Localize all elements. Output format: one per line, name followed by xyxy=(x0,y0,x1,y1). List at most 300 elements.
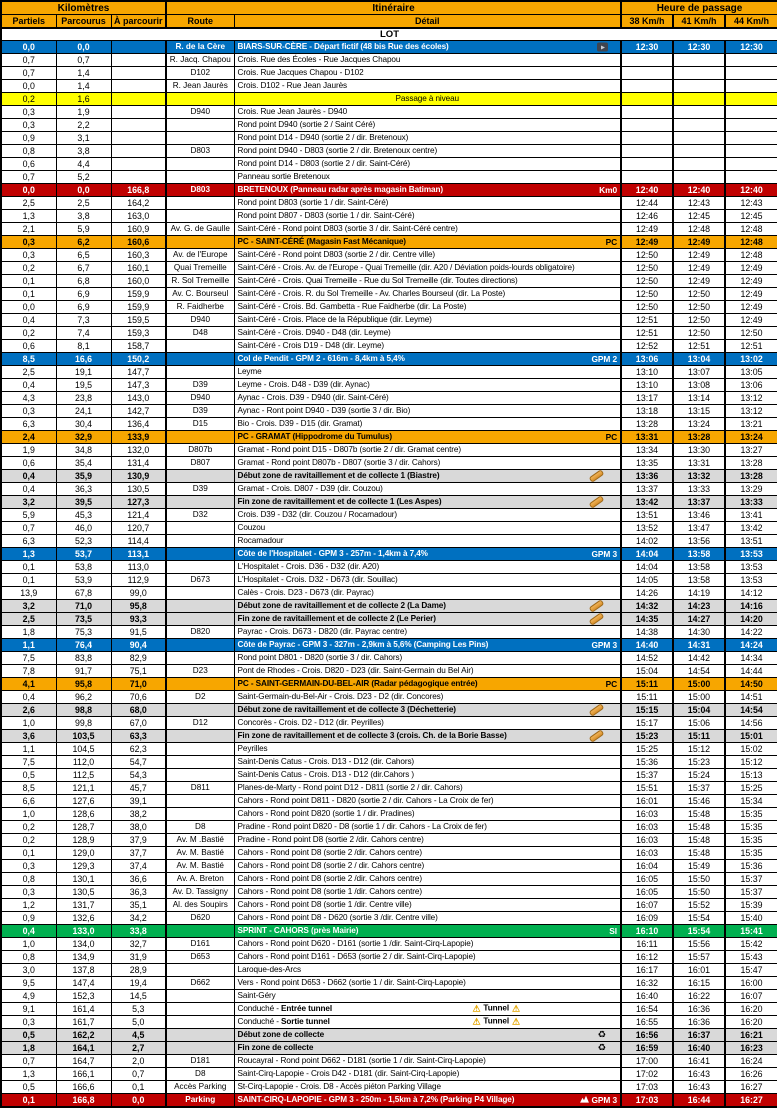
cell-time-41: 16:36 xyxy=(673,1016,725,1029)
cell-partiels: 0,7 xyxy=(1,171,56,184)
detail-text: BRETENOUX (Panneau radar après magasin Batiman) xyxy=(237,184,444,194)
detail-text: Fin zone de collecte xyxy=(237,1042,314,1052)
cell-route xyxy=(166,93,234,106)
cell-parcourus: 152,3 xyxy=(56,990,111,1003)
detail-text: Cahors - Rond point D8 (sortie 1 /dir. Cahors centre) xyxy=(237,886,422,896)
cell-time-41 xyxy=(673,106,725,119)
cell-route xyxy=(166,158,234,171)
detail-tag-label: GPM 3 xyxy=(591,548,618,559)
cell-time-38: 14:05 xyxy=(621,574,673,587)
cell-detail xyxy=(234,340,621,353)
route-row xyxy=(1,1094,777,1108)
cell-partiels: 4,9 xyxy=(1,990,56,1003)
cell-time-44: 15:36 xyxy=(725,860,777,873)
cell-detail xyxy=(234,210,621,223)
cell-detail xyxy=(234,873,621,886)
cell-time-41: 14:23 xyxy=(673,600,725,613)
detail-text: Peyrilles xyxy=(237,743,268,753)
detail-text: Saint-Céré - Crois. Place de la République (dir. Leyme) xyxy=(237,314,432,324)
cell-time-44: 13:33 xyxy=(725,496,777,509)
cell-parcourus: 6,2 xyxy=(56,236,111,249)
cell-time-38: 12:51 xyxy=(621,314,673,327)
cell-parcourus: 130,1 xyxy=(56,873,111,886)
cell-time-44: 15:37 xyxy=(725,873,777,886)
cell-detail xyxy=(234,847,621,860)
cell-time-44: 16:20 xyxy=(725,1003,777,1016)
cell-partiels: 0,1 xyxy=(1,574,56,587)
cell-detail xyxy=(234,652,621,665)
cell-a-parcourir: 38,0 xyxy=(111,821,166,834)
cell-time-38: 15:23 xyxy=(621,730,673,743)
cell-time-41: 12:40 xyxy=(673,184,725,197)
cell-parcourus: 53,8 xyxy=(56,561,111,574)
cell-time-38: 12:40 xyxy=(621,184,673,197)
cell-route: D620 xyxy=(166,912,234,925)
cell-detail xyxy=(234,548,621,561)
cell-partiels: 0,5 xyxy=(1,769,56,782)
cell-a-parcourir: 35,1 xyxy=(111,899,166,912)
cell-time-44: 13:41 xyxy=(725,509,777,522)
cell-time-44: 13:12 xyxy=(725,405,777,418)
route-row xyxy=(1,80,777,93)
cell-a-parcourir: 5,3 xyxy=(111,1003,166,1016)
cell-detail xyxy=(234,561,621,574)
cell-route xyxy=(166,1029,234,1042)
cell-route: Av. C. Bourseul xyxy=(166,288,234,301)
cell-parcourus: 131,7 xyxy=(56,899,111,912)
detail-text: Rond point D940 - D803 (sortie 2 / dir. Bretenoux centre) xyxy=(237,145,438,155)
cell-time-38: 17:03 xyxy=(621,1081,673,1094)
cell-partiels: 7,5 xyxy=(1,756,56,769)
cell-time-44: 14:24 xyxy=(725,639,777,652)
cell-parcourus: 127,6 xyxy=(56,795,111,808)
cell-route xyxy=(166,1016,234,1029)
cell-parcourus: 161,4 xyxy=(56,1003,111,1016)
detail-text: Cahors - Rond point D811 - D820 (sortie 2 / dir. Cahors - La Croix de fer) xyxy=(237,795,494,805)
cell-time-38 xyxy=(621,67,673,80)
route-row xyxy=(1,197,777,210)
detail-tag xyxy=(591,550,617,558)
detail-tag-label: GPM 2 xyxy=(591,353,618,364)
cell-route xyxy=(166,132,234,145)
feed-zone-baguette-icon xyxy=(589,470,605,483)
cell-time-38: 13:06 xyxy=(621,353,673,366)
cell-a-parcourir: 4,5 xyxy=(111,1029,166,1042)
cell-time-44: 12:45 xyxy=(725,210,777,223)
route-row xyxy=(1,548,777,561)
cell-time-44: 15:02 xyxy=(725,743,777,756)
cell-partiels: 2,5 xyxy=(1,613,56,626)
route-row xyxy=(1,964,777,977)
detail-text: Vers - Rond point D653 - D662 (sortie 1 / dir. Saint-Cirq-Lapopie) xyxy=(237,977,466,987)
cell-route xyxy=(166,756,234,769)
detail-text: Saint-Denis Catus - Crois. D13 - D12 (dir.Cahors ) xyxy=(237,769,415,779)
cell-route: Av. G. de Gaulle xyxy=(166,223,234,236)
cell-route: D820 xyxy=(166,626,234,639)
cell-a-parcourir: 113,0 xyxy=(111,561,166,574)
route-row xyxy=(1,613,777,626)
route-row xyxy=(1,366,777,379)
route-row xyxy=(1,288,777,301)
warning-triangle-icon: ⚠ xyxy=(512,1016,521,1027)
cell-time-44: 13:27 xyxy=(725,444,777,457)
cell-detail xyxy=(234,509,621,522)
cell-time-44: 14:22 xyxy=(725,626,777,639)
cell-time-44: 13:42 xyxy=(725,522,777,535)
cell-time-41: 16:01 xyxy=(673,964,725,977)
cell-time-38: 13:34 xyxy=(621,444,673,457)
cell-route: Av. A. Breton xyxy=(166,873,234,886)
cell-parcourus: 96,2 xyxy=(56,691,111,704)
cell-time-38: 17:02 xyxy=(621,1068,673,1081)
detail-text: Crois. D39 - D32 (dir. Couzou / Rocamadour) xyxy=(237,509,398,519)
cell-partiels: 1,0 xyxy=(1,717,56,730)
detail-bold-text: Sortie tunnel xyxy=(281,1016,330,1026)
collecte-recycle-icon: ♻ xyxy=(597,1029,607,1041)
detail-text: L'Hospitalet - Crois. D36 - D32 (dir. A20) xyxy=(237,561,380,571)
cell-route xyxy=(166,470,234,483)
cell-route xyxy=(166,366,234,379)
route-row xyxy=(1,340,777,353)
feed-zone-baguette-icon xyxy=(589,730,605,743)
cell-time-44: 15:43 xyxy=(725,951,777,964)
cell-a-parcourir: 136,4 xyxy=(111,418,166,431)
cell-a-parcourir: 33,8 xyxy=(111,925,166,938)
col-header-44kmh: 44 Km/h xyxy=(725,15,777,29)
cell-parcourus: 67,8 xyxy=(56,587,111,600)
cell-partiels: 0,8 xyxy=(1,951,56,964)
cell-a-parcourir xyxy=(111,145,166,158)
cell-route xyxy=(166,236,234,249)
cell-partiels: 7,5 xyxy=(1,652,56,665)
cell-time-38: 16:12 xyxy=(621,951,673,964)
cell-parcourus: 104,5 xyxy=(56,743,111,756)
cell-a-parcourir: 166,8 xyxy=(111,184,166,197)
cell-partiels: 0,4 xyxy=(1,483,56,496)
cell-detail xyxy=(234,1016,621,1029)
cell-parcourus: 32,9 xyxy=(56,431,111,444)
cell-time-38: 14:04 xyxy=(621,561,673,574)
cell-partiels: 2,5 xyxy=(1,197,56,210)
cell-time-44: 12:49 xyxy=(725,301,777,314)
cell-a-parcourir: 37,4 xyxy=(111,860,166,873)
cell-a-parcourir: 32,7 xyxy=(111,938,166,951)
cell-route: D15 xyxy=(166,418,234,431)
cell-time-44: 15:35 xyxy=(725,847,777,860)
cell-route: Parking xyxy=(166,1094,234,1108)
cell-time-41: 15:48 xyxy=(673,834,725,847)
cell-detail xyxy=(234,184,621,197)
cell-parcourus: 2,2 xyxy=(56,119,111,132)
cell-time-38: 16:54 xyxy=(621,1003,673,1016)
route-row xyxy=(1,535,777,548)
detail-text: SPRINT - CAHORS (près Mairie) xyxy=(237,925,359,935)
cell-time-38: 16:04 xyxy=(621,860,673,873)
cell-a-parcourir: 121,4 xyxy=(111,509,166,522)
cell-parcourus: 164,7 xyxy=(56,1055,111,1068)
cell-time-41: 14:42 xyxy=(673,652,725,665)
detail-tag xyxy=(580,1096,617,1104)
cell-time-41 xyxy=(673,80,725,93)
header-group-itineraire: Itinéraire xyxy=(166,1,621,15)
cell-route: D807b xyxy=(166,444,234,457)
route-row xyxy=(1,925,777,938)
cell-a-parcourir: 71,0 xyxy=(111,678,166,691)
route-row xyxy=(1,132,777,145)
cell-detail xyxy=(234,444,621,457)
cell-time-44: 15:47 xyxy=(725,964,777,977)
header-group-row xyxy=(1,1,777,15)
cell-parcourus: 19,5 xyxy=(56,379,111,392)
cell-time-41: 13:30 xyxy=(673,444,725,457)
cell-time-38: 14:38 xyxy=(621,626,673,639)
cell-route xyxy=(166,171,234,184)
cell-a-parcourir: 37,7 xyxy=(111,847,166,860)
cell-time-38: 13:28 xyxy=(621,418,673,431)
play-triangle xyxy=(601,45,605,49)
cell-detail xyxy=(234,704,621,717)
cell-route xyxy=(166,496,234,509)
mountain-icon xyxy=(580,1096,589,1104)
cell-time-38: 15:04 xyxy=(621,665,673,678)
cell-detail xyxy=(234,522,621,535)
detail-text: Cahors - Rond point D8 (sortie 2 / dir. Cahors centre) xyxy=(237,860,425,870)
cell-a-parcourir: 142,7 xyxy=(111,405,166,418)
detail-text: Concorès - Crois. D2 - D12 (dir. Peyrilles) xyxy=(237,717,384,727)
cell-time-38: 15:11 xyxy=(621,678,673,691)
cell-parcourus: 53,7 xyxy=(56,548,111,561)
cell-route xyxy=(166,353,234,366)
route-row xyxy=(1,171,777,184)
cell-detail xyxy=(234,730,621,743)
cell-detail xyxy=(234,717,621,730)
cell-parcourus: 1,6 xyxy=(56,93,111,106)
cell-parcourus: 166,1 xyxy=(56,1068,111,1081)
detail-text: Leyme - Crois. D48 - D39 (dir. Aynac) xyxy=(237,379,370,389)
cell-route xyxy=(166,1003,234,1016)
cell-parcourus: 0,0 xyxy=(56,41,111,54)
cell-time-38: 13:37 xyxy=(621,483,673,496)
cell-parcourus: 137,8 xyxy=(56,964,111,977)
cell-a-parcourir: 28,9 xyxy=(111,964,166,977)
cell-time-41: 15:48 xyxy=(673,821,725,834)
route-row xyxy=(1,496,777,509)
cell-parcourus: 166,8 xyxy=(56,1094,111,1108)
cell-time-41: 15:57 xyxy=(673,951,725,964)
cell-detail xyxy=(234,860,621,873)
cell-parcourus: 52,3 xyxy=(56,535,111,548)
cell-a-parcourir: 159,9 xyxy=(111,301,166,314)
cell-partiels: 1,1 xyxy=(1,743,56,756)
route-row xyxy=(1,119,777,132)
detail-text: Fin zone de ravitaillement et de collecte 3 (crois. Ch. de la Borie Basse) xyxy=(237,730,507,740)
route-row xyxy=(1,821,777,834)
cell-time-41: 13:33 xyxy=(673,483,725,496)
cell-time-44: 13:06 xyxy=(725,379,777,392)
cell-time-41: 13:46 xyxy=(673,509,725,522)
route-row xyxy=(1,418,777,431)
cell-partiels: 1,8 xyxy=(1,626,56,639)
cell-time-44 xyxy=(725,54,777,67)
route-row xyxy=(1,379,777,392)
cell-time-41 xyxy=(673,93,725,106)
cell-partiels: 0,3 xyxy=(1,886,56,899)
header-group-kilometres: Kilomètres xyxy=(1,1,166,15)
cell-parcourus: 95,8 xyxy=(56,678,111,691)
cell-time-38: 12:50 xyxy=(621,301,673,314)
cell-route: Av. M .Bastié xyxy=(166,834,234,847)
detail-text: Début zone de ravitaillement et de collecte 2 (La Dame) xyxy=(237,600,446,610)
detail-text: PC - SAINT-GERMAIN-DU-BEL-AIR (Radar pédagogique entrée) xyxy=(237,678,478,688)
cell-parcourus: 162,2 xyxy=(56,1029,111,1042)
cell-partiels: 0,0 xyxy=(1,301,56,314)
collecte-recycle-icon: ♻ xyxy=(597,1042,607,1054)
route-row xyxy=(1,717,777,730)
cell-detail xyxy=(234,80,621,93)
cell-parcourus: 161,7 xyxy=(56,1016,111,1029)
cell-partiels: 1,3 xyxy=(1,1068,56,1081)
cell-route xyxy=(166,769,234,782)
feed-zone-baguette-icon xyxy=(589,496,605,509)
route-row xyxy=(1,444,777,457)
route-row xyxy=(1,665,777,678)
cell-detail xyxy=(234,769,621,782)
detail-text: Crois. Rue Jacques Chapou - D102 xyxy=(237,67,364,77)
detail-tag xyxy=(591,641,617,649)
cell-time-44: 12:30 xyxy=(725,41,777,54)
detail-text: Cahors - Rond point D161 - D653 (sortie 2 / dir. Saint-Cirq-Lapopie) xyxy=(237,951,476,961)
cell-parcourus: 7,4 xyxy=(56,327,111,340)
header-columns-row xyxy=(1,15,777,29)
cell-route: D803 xyxy=(166,184,234,197)
cell-partiels: 6,3 xyxy=(1,418,56,431)
feed-zone-baguette-icon xyxy=(589,600,605,613)
cell-parcourus: 128,6 xyxy=(56,808,111,821)
cell-partiels: 3,2 xyxy=(1,496,56,509)
cell-partiels: 9,1 xyxy=(1,1003,56,1016)
cell-a-parcourir: 93,3 xyxy=(111,613,166,626)
cell-parcourus: 91,7 xyxy=(56,665,111,678)
cell-detail xyxy=(234,587,621,600)
cell-parcourus: 3,1 xyxy=(56,132,111,145)
cell-parcourus: 8,1 xyxy=(56,340,111,353)
route-row xyxy=(1,1016,777,1029)
cell-route: Av. de l'Europe xyxy=(166,249,234,262)
route-row xyxy=(1,561,777,574)
cell-a-parcourir xyxy=(111,106,166,119)
cell-time-41 xyxy=(673,54,725,67)
cell-time-41: 12:50 xyxy=(673,327,725,340)
route-row xyxy=(1,223,777,236)
warning-triangle-icon: ⚠ xyxy=(472,1016,481,1027)
detail-tag-label: SI xyxy=(609,925,618,936)
cell-route xyxy=(166,730,234,743)
cell-detail xyxy=(234,756,621,769)
cell-time-41: 12:48 xyxy=(673,223,725,236)
cell-parcourus: 134,9 xyxy=(56,951,111,964)
cell-a-parcourir: 114,4 xyxy=(111,535,166,548)
cell-time-44: 13:51 xyxy=(725,535,777,548)
cell-time-38: 12:44 xyxy=(621,197,673,210)
cell-route: Av. M. Bastié xyxy=(166,860,234,873)
cell-time-38: 15:15 xyxy=(621,704,673,717)
cell-parcourus: 112,5 xyxy=(56,769,111,782)
cell-detail xyxy=(234,223,621,236)
tunnel-marker-label: Tunnel xyxy=(483,1016,510,1026)
cell-a-parcourir xyxy=(111,41,166,54)
detail-text: Fin zone de ravitaillement et de collecte 2 (Le Perier) xyxy=(237,613,436,623)
cell-route: D48 xyxy=(166,327,234,340)
cell-time-41: 16:40 xyxy=(673,1042,725,1055)
cell-time-44: 14:16 xyxy=(725,600,777,613)
cell-time-44: 12:49 xyxy=(725,288,777,301)
cell-parcourus: 4,4 xyxy=(56,158,111,171)
route-row xyxy=(1,795,777,808)
cell-detail xyxy=(234,743,621,756)
cell-a-parcourir: 147,7 xyxy=(111,366,166,379)
cell-parcourus: 5,2 xyxy=(56,171,111,184)
cell-time-41: 12:50 xyxy=(673,314,725,327)
cell-detail xyxy=(234,808,621,821)
cell-detail xyxy=(234,1094,621,1108)
cell-detail xyxy=(234,262,621,275)
cell-a-parcourir: 95,8 xyxy=(111,600,166,613)
cell-time-41 xyxy=(673,119,725,132)
detail-text: Conduché - Entrée tunnel xyxy=(237,1003,333,1013)
detail-text: Saint-Denis Catus - Crois. D13 - D12 (dir. Cahors) xyxy=(237,756,415,766)
cell-time-38: 14:40 xyxy=(621,639,673,652)
cell-route xyxy=(166,678,234,691)
cell-time-38: 12:50 xyxy=(621,288,673,301)
cell-route: D940 xyxy=(166,314,234,327)
cell-detail xyxy=(234,41,621,54)
cell-route: D39 xyxy=(166,483,234,496)
detail-text: Gramat - Rond point D807b - D807 (sortie 3 / dir. Cahors) xyxy=(237,457,441,467)
cell-a-parcourir: 113,1 xyxy=(111,548,166,561)
col-header-route: Route xyxy=(166,15,234,29)
detail-tag-label: GPM 3 xyxy=(591,639,618,650)
cell-time-38: 12:51 xyxy=(621,327,673,340)
detail-text: Crois. Rue des Écoles - Rue Jacques Chapou xyxy=(237,54,401,64)
cell-time-38: 12:50 xyxy=(621,249,673,262)
cell-time-41: 15:00 xyxy=(673,678,725,691)
cell-parcourus: 129,3 xyxy=(56,860,111,873)
detail-tag-label: GPM 3 xyxy=(591,1094,618,1105)
cell-route xyxy=(166,964,234,977)
cell-time-44 xyxy=(725,171,777,184)
cell-a-parcourir: 2,0 xyxy=(111,1055,166,1068)
cell-time-38: 16:07 xyxy=(621,899,673,912)
cell-detail xyxy=(234,1029,621,1042)
cell-detail xyxy=(234,132,621,145)
detail-text: Cahors - Rond point D8 (sortie 1 /dir. Centre ville) xyxy=(237,899,412,909)
route-row xyxy=(1,886,777,899)
cell-detail xyxy=(234,782,621,795)
cell-time-38: 13:52 xyxy=(621,522,673,535)
cell-route xyxy=(166,340,234,353)
cell-a-parcourir: 70,6 xyxy=(111,691,166,704)
cell-time-41: 13:31 xyxy=(673,457,725,470)
cell-a-parcourir: 36,3 xyxy=(111,886,166,899)
cell-partiels: 1,0 xyxy=(1,938,56,951)
cell-detail xyxy=(234,678,621,691)
detail-text: Rond point D14 - D940 (sortie 2 / dir. Bretenoux) xyxy=(237,132,409,142)
cell-parcourus: 34,8 xyxy=(56,444,111,457)
cell-detail xyxy=(234,639,621,652)
cell-time-41: 12:51 xyxy=(673,340,725,353)
col-header-41kmh: 41 Km/h xyxy=(673,15,725,29)
cell-partiels: 0,2 xyxy=(1,834,56,847)
